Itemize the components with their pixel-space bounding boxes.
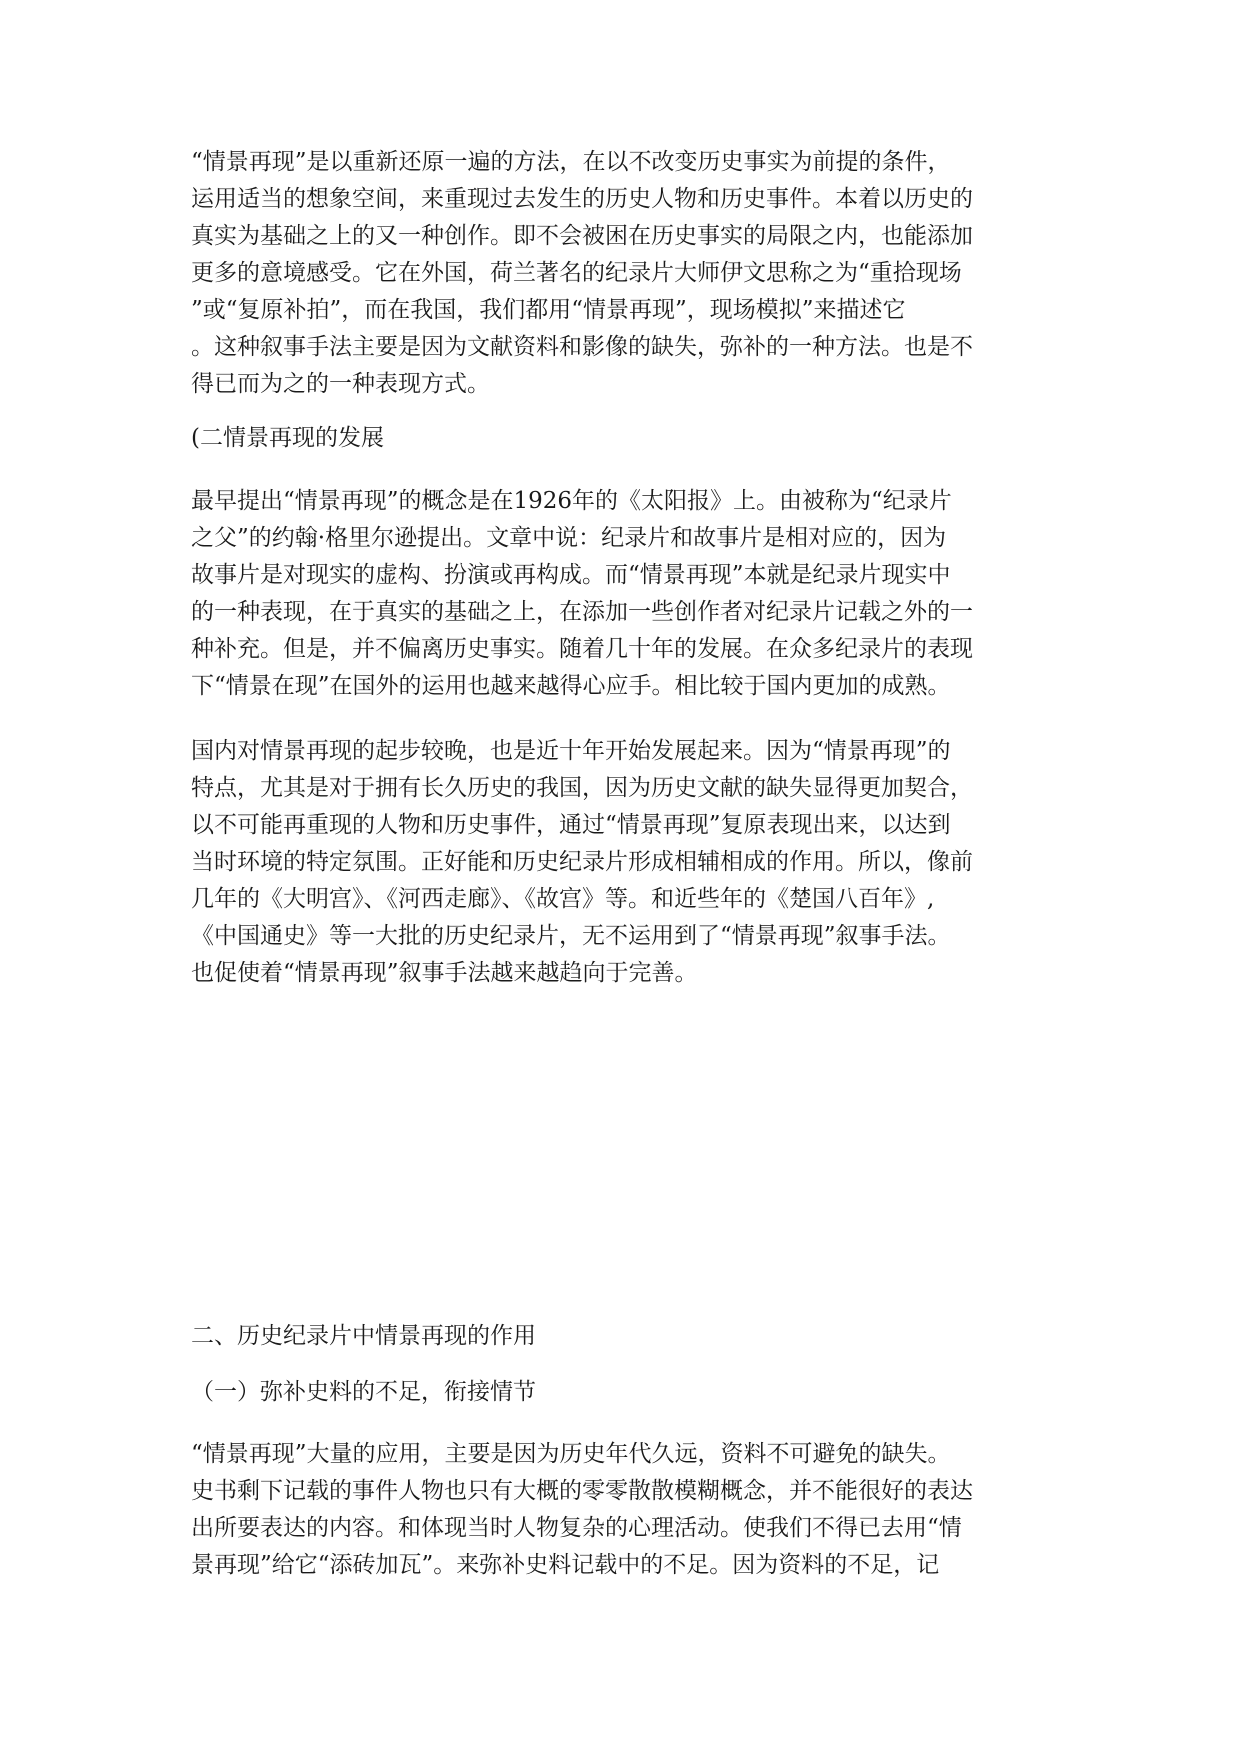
text-line: 真实为基础之上的又一种创作。即不会被困在历史事实的局限之内，也能添加 (191, 223, 973, 249)
text-line: 特点，尤其是对于拥有长久历史的我国，因为历史文献的缺失显得更加契合， (191, 775, 973, 801)
text-line: 下“情景在现”在国外的运用也越来越得心应手。相比较于国内更加的成熟。 (191, 673, 951, 699)
text-line: 几年的《大明宫》、《河西走廊》、《故宫》等。和近些年的《楚国八百年》, (191, 886, 935, 912)
text-line: 以不可能再重现的人物和历史事件，通过“情景再现”复原表现出来，以达到 (191, 812, 951, 838)
text-line: 史书剩下记载的事件人物也只有大概的零零散散模糊概念，并不能很好的表达 (191, 1478, 973, 1504)
heading-subsection-1: （一）弥补史料的不足，衔接情节 (191, 1379, 536, 1405)
text-line: 的一种表现，在于真实的基础之上，在添加一些创作者对纪录片记载之外的一 (191, 599, 973, 625)
text-line: 运用适当的想象空间，来重现过去发生的历史人物和历史事件。本着以历史的 (191, 186, 973, 212)
text-line: 国内对情景再现的起步较晚，也是近十年开始发展起来。因为“情景再现”的 (191, 738, 951, 764)
text-line: 最早提出“情景再现”的概念是在1926年的《太阳报》上。由被称为“纪录片 (191, 488, 952, 514)
text-line: 。这种叙事手法主要是因为文献资料和影像的缺失，弥补的一种方法。也是不 (191, 334, 973, 360)
heading-development: (二情景再现的发展 (191, 425, 384, 451)
text-line: 得已而为之的一种表现方式。 (191, 371, 490, 397)
text-line: 出所要表达的内容。和体现当时人物复杂的心理活动。使我们不得已去用“情 (191, 1515, 962, 1541)
text-line: 景再现”给它“添砖加瓦”。来弥补史料记载中的不足。因为资料的不足，记 (191, 1552, 940, 1578)
text-line: “情景再现”是以重新还原一遍的方法，在以不改变历史事实为前提的条件， (191, 149, 951, 175)
paragraph-definition (191, 144, 1051, 403)
text-line: 种补充。但是，并不偏离历史事实。随着几十年的发展。在众多纪录片的表现 (191, 636, 973, 662)
heading-section-2: 二、历史纪录片中情景再现的作用 (191, 1323, 536, 1349)
text-line: ”或“复原补拍”，而在我国，我们都用“情景再现”，现场模拟”来描述它 (191, 297, 906, 323)
paragraph-origin (191, 483, 1051, 705)
text-line: 也促使着“情景再现”叙事手法越来越趋向于完善。 (191, 960, 698, 986)
paragraph-domestic (191, 733, 1051, 992)
text-line: 《中国通史》等一大批的历史纪录片，无不运用到了“情景再现”叙事手法。 (191, 923, 951, 949)
text-line: 故事片是对现实的虚构、扮演或再构成。而“情景再现”本就是纪录片现实中 (191, 562, 951, 588)
text-line: 当时环境的特定氛围。正好能和历史纪录片形成相辅相成的作用。所以，像前 (191, 849, 973, 875)
text-line: 更多的意境感受。它在外国，荷兰著名的纪录片大师伊文思称之为“重拾现场 (191, 260, 962, 286)
text-line: 之父”的约翰·格里尔逊提出。文章中说：纪录片和故事片是相对应的，因为 (191, 525, 947, 551)
paragraph-supplement (191, 1436, 1051, 1584)
text-line: “情景再现”大量的应用，主要是因为历史年代久远，资料不可避免的缺失。 (191, 1441, 951, 1467)
